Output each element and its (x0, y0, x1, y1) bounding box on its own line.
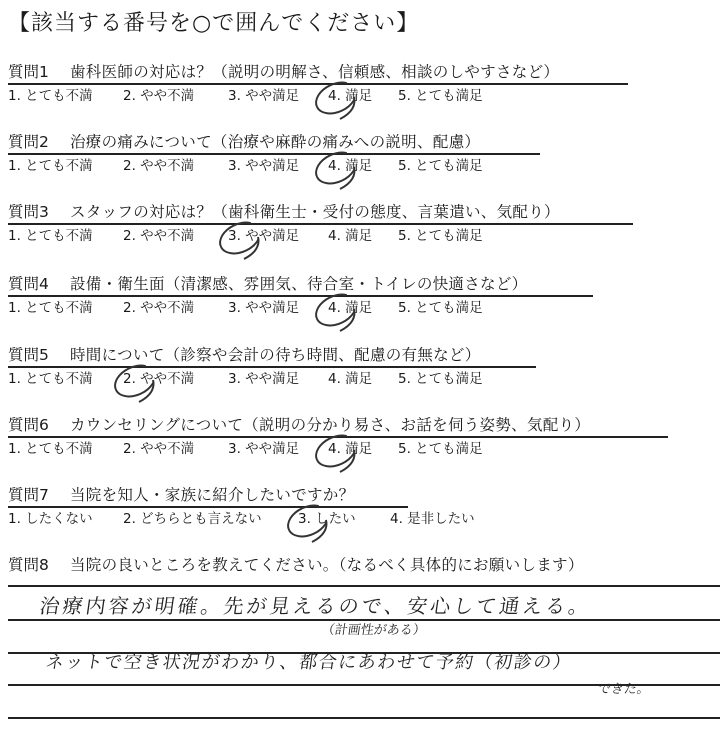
question-underline (8, 223, 633, 225)
answer-option[interactable]: 1. とても不満 (8, 300, 93, 316)
answer-option[interactable]: 5. とても満足 (398, 228, 483, 244)
answer-option[interactable]: 1. とても不満 (8, 228, 93, 244)
question-2 (8, 130, 483, 176)
answer-option[interactable]: 5. とても満足 (398, 158, 483, 174)
answer-option[interactable]: 4. 満足 (328, 88, 373, 104)
answer-option[interactable]: 3. したい (298, 511, 356, 527)
question-7 (8, 483, 475, 529)
selection-circle-tail (336, 307, 366, 333)
answer-rule (8, 585, 720, 587)
answer-options (8, 439, 590, 459)
question-number: 質問8 (8, 556, 49, 574)
question-number: 質問5 (8, 346, 49, 364)
question-6 (8, 413, 590, 459)
selection-circle-tail (308, 518, 338, 544)
answer-option[interactable]: 4. 満足 (328, 300, 373, 316)
selection-circle-tail (336, 95, 366, 121)
handwritten-note: （計画性がある） (320, 623, 427, 638)
answer-rule (8, 717, 720, 719)
answer-option[interactable]: 1. とても不満 (8, 441, 93, 457)
question-text: 治療の痛みについて（治療や麻酔の痛みへの説明、配慮） (70, 133, 481, 151)
question-number: 質問4 (8, 275, 49, 293)
answer-options (8, 298, 527, 318)
answer-option[interactable]: 2. やや不満 (123, 441, 195, 457)
answer-options (8, 369, 481, 389)
instruction-heading: 【該当する番号を○で囲んでください】 (8, 11, 420, 36)
handwritten-answer-line-2: ネットで空き状況がわかり、都合にあわせて予約（初診の） (44, 652, 574, 673)
question-underline (8, 153, 540, 155)
question-underline (8, 366, 536, 368)
answer-option[interactable]: 2. やや不満 (123, 228, 195, 244)
answer-option[interactable]: 4. 是非したい (390, 511, 475, 527)
answer-option[interactable]: 2. やや不満 (123, 88, 195, 104)
answer-option[interactable]: 4. 満足 (328, 158, 373, 174)
handwritten-answer-line-3: できた。 (596, 682, 651, 697)
selection-circle-tail (336, 165, 366, 191)
question-text: 時間について（診察や会計の待ち時間、配慮の有無など） (70, 346, 481, 364)
answer-option[interactable]: 5. とても満足 (398, 371, 483, 387)
answer-option[interactable]: 3. やや満足 (228, 441, 300, 457)
question-text: カウンセリングについて（説明の分かり易さ、お話を伺う姿勢、気配り） (70, 416, 591, 434)
question-number: 質問3 (8, 203, 49, 221)
answer-option[interactable]: 2. やや不満 (123, 371, 195, 387)
question-text: 当院を知人・家族に紹介したいですか？ (70, 486, 355, 504)
answer-option[interactable]: 1. とても不満 (8, 371, 93, 387)
answer-option[interactable]: 2. どちらとも言えない (123, 511, 262, 527)
answer-options (8, 86, 559, 106)
question-text: 当院の良いところを教えてください。（なるべく具体的にお願いします） (70, 556, 584, 574)
question-text: 歯科医師の対応は？（説明の明解さ、信頼感、相談のしやすさなど） (70, 63, 560, 81)
answer-options (8, 226, 560, 246)
question-number: 質問7 (8, 486, 49, 504)
selection-circle-tail (240, 235, 270, 261)
answer-option[interactable]: 5. とても満足 (398, 441, 483, 457)
handwritten-answer-line-1: 治療内容が明確。先が見えるので、安心して通える。 (38, 594, 594, 618)
answer-option[interactable]: 4. 満足 (328, 441, 373, 457)
answer-option[interactable]: 3. やや満足 (228, 158, 300, 174)
question-1 (8, 60, 559, 106)
question-text: スタッフの対応は？（歯科衛生士・受付の態度、言葉遣い、気配り） (70, 203, 560, 221)
answer-option[interactable]: 2. やや不満 (123, 158, 195, 174)
answer-option[interactable]: 1. したくない (8, 511, 93, 527)
answer-option[interactable]: 3. やや満足 (228, 371, 300, 387)
question-text: 設備・衛生面（清潔感、雰囲気、待合室・トイレの快適さなど） (70, 275, 528, 293)
answer-option[interactable]: 1. とても不満 (8, 158, 93, 174)
answer-option[interactable]: 1. とても不満 (8, 88, 93, 104)
question-number: 質問2 (8, 133, 49, 151)
question-underline (8, 506, 408, 508)
answer-options (8, 156, 483, 176)
answer-option[interactable]: 2. やや不満 (123, 300, 195, 316)
answer-option[interactable]: 5. とても満足 (398, 88, 483, 104)
answer-option[interactable]: 4. 満足 (328, 371, 373, 387)
question-8 (8, 553, 584, 577)
answer-option[interactable]: 3. やや満足 (228, 228, 300, 244)
selection-circle-tail (336, 448, 366, 474)
answer-option[interactable]: 5. とても満足 (398, 300, 483, 316)
question-5 (8, 343, 481, 389)
answer-option[interactable]: 4. 満足 (328, 228, 373, 244)
question-number: 質問6 (8, 416, 49, 434)
answer-option[interactable]: 3. やや満足 (228, 300, 300, 316)
question-3 (8, 200, 560, 246)
answer-options (8, 509, 475, 529)
question-4 (8, 272, 527, 318)
question-number: 質問1 (8, 63, 49, 81)
question-underline (8, 83, 628, 85)
question-underline (8, 295, 593, 297)
answer-option[interactable]: 3. やや満足 (228, 88, 300, 104)
selection-circle-tail (135, 378, 165, 404)
